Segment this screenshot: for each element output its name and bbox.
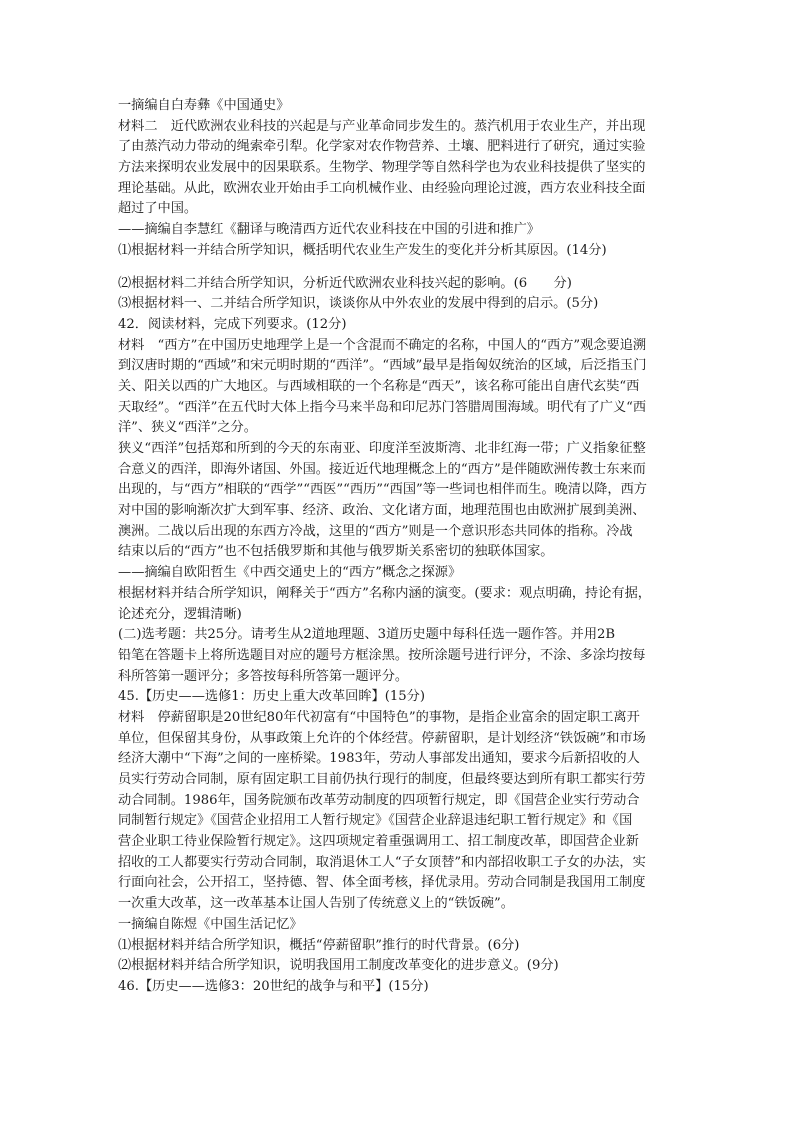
text-line: 方法来探明农业发展中的因果联系。生物学、物理学等自然科学也为农业科技提供了坚实的 [118, 160, 646, 176]
text-line: ——摘编自李慧红《翻译与晚清西方近代农业科技在中国的引进和推广》 [118, 222, 540, 238]
text-line: 材料二 近代欧洲农业科技的兴起是与产业革命同步发生的。蒸汽机用于农业生产，并出现 [118, 118, 646, 134]
text-line: ⑵根据材料二并结合所学知识，分析近代欧洲农业科技兴起的影响。(6 分) [118, 275, 572, 291]
text-line: 46.【历史——选修3：20世纪的战争与和平】(15分) [118, 978, 429, 994]
text-line: 营企业职工待业保险暂行规定》。这四项规定着重强调用工、招工制度改革，即国营企业新 [118, 834, 639, 850]
text-line: 科所答第一题评分；多答按每科所答第一题评分。 [118, 668, 409, 684]
text-line: 对中国的影响渐次扩大到军事、经济、政治、文化诸方面，地理范围也由欧洲扩展到美洲、 [118, 503, 646, 519]
text-line: 洋”、狭义“西洋”之分。 [118, 420, 257, 436]
document-body [118, 96, 682, 998]
text-line: 出现的，与“西方”相联的“西学”“西医”“西历”“西国”等一些词也相伴而生。晚清以降，西方 [118, 482, 647, 498]
text-line: 关、阳关以西的广大地区。与西域相联的一个名称是“西天”，该名称可能出自唐代玄奘“西 [118, 378, 640, 394]
text-line: ⑵根据材料并结合所学知识，说明我国用工制度改革变化的进步意义。(9分) [118, 958, 559, 974]
text-line: 42．阅读材料，完成下列要求。(12分) [118, 316, 347, 332]
text-line: 材料 停薪留职是20世纪80年代初富有“中国特色”的事物，是指企业富余的固定职工离开 [118, 709, 640, 725]
text-line: ⑴根据材料并结合所学知识，概括“停薪留职”推行的时代背景。(6分) [118, 937, 520, 953]
text-line: 合意义的西洋，即海外诸国、外国。接近近代地理概念上的“西方”是伴随欧洲传教士东来而 [118, 461, 646, 477]
text-line: 结束以后的“西方”也不包括俄罗斯和其他与俄罗斯关系密切的独联体国家。 [118, 544, 554, 560]
text-line: 根据材料并结合所学知识，阐释关于“西方”名称内涵的演变。(要求：观点明确，持论有据， [118, 585, 651, 601]
text-line: 一摘编自白寿彝《中国通史》 [118, 98, 290, 113]
text-line: 铅笔在答题卡上将所选题目对应的题号方框涂黑。按所涂题号进行评分，不涂、多涂均按每 [118, 647, 646, 663]
text-line: (二)选考题：共25分。请考生从2道地理题、3道历史题中每科任选一题作答。并用2B [118, 627, 616, 643]
text-line: 了由蒸汽动力带动的绳索牵引犁。化学家对农作物营养、土壤、肥料进行了研究，通过实验 [118, 139, 646, 155]
text-line: 行面向社会，公开招工，坚持德、智、体全面考核，择优录用。劳动合同制是我国用工制度 [118, 875, 646, 891]
text-line: 狭义“西洋”包括郑和所到的今天的东南亚、印度洋至波斯湾、北非红海一带；广义指象征整 [118, 441, 646, 456]
text-line: 员实行劳动合同制，原有固定职工目前仍执行现行的制度，但最终要达到所有职工都实行劳 [118, 772, 646, 787]
text-line: 天取经”。“西洋”在五代时大体上指今马来半岛和印尼苏门答腊周围海域。明代有了广义“西 [118, 399, 647, 415]
text-line: 经济大潮中“下海”之间的一座桥梁。1983年，劳动人事部发出通知，要求今后新招收的人 [118, 751, 640, 767]
blank-gap [118, 262, 682, 274]
text-line: ⑴根据材料一并结合所学知识，概括明代农业生产发生的变化并分析其原因。(14分) [118, 242, 607, 258]
text-line: 动合同制。1986年，国务院颁布改革劳动制度的四项暂行规定，即《国营企业实行劳动合 [118, 792, 640, 808]
text-line: ——摘编自欧阳哲生《中西交通史上的“西方”概念之探源》 [118, 565, 462, 581]
text-line: 澳洲。二战以后出现的东西方冷战，这里的“西方”则是一个意识形态共同体的指称。冷战 [118, 523, 633, 539]
text-line: 材料 “西方”在中国历史地理学上是一个含混而不确定的名称，中国人的“西方”观念要追溯 [118, 337, 647, 353]
text-line: 理论基础。从此，欧洲农业开始由手工向机械作业、由经验向理论过渡，西方农业科技全面 [118, 180, 646, 196]
text-line: 招收的工人都要实行劳动合同制，取消退休工人“子女顶替”和内部招收职工子女的办法，实 [118, 854, 646, 870]
text-line: 45.【历史——选修1：历史上重大改革回眸】(15分) [118, 689, 425, 705]
text-line: 单位，但保留其身份，从事政策上允许的个体经营。停薪留职，是计划经济“铁饭碗”和市场 [118, 730, 646, 746]
text-line: 一次重大改革，这一改革基本让国人告别了传统意义上的“铁饭碗”。 [118, 896, 514, 912]
text-line: 同制暂行规定》《国营企业招用工人暂行规定》《国营企业辞退违纪职工暂行规定》和《国 [118, 813, 633, 829]
text-line: ⑶根据材料一、二并结合所学知识，谈谈你从中外农业的发展中得到的启示。(5分) [118, 296, 599, 312]
text-line: 一摘编自陈煜《中国生活记忆》 [118, 916, 303, 932]
text-line: 论述充分，逻辑清晰) [118, 606, 242, 622]
text-line: 超过了中国。 [118, 201, 198, 217]
text-line: 到汉唐时期的“西域”和宋元明时期的“西洋”。“西域”最早是指匈奴统治的区域，后泛指玉门 [118, 358, 647, 374]
